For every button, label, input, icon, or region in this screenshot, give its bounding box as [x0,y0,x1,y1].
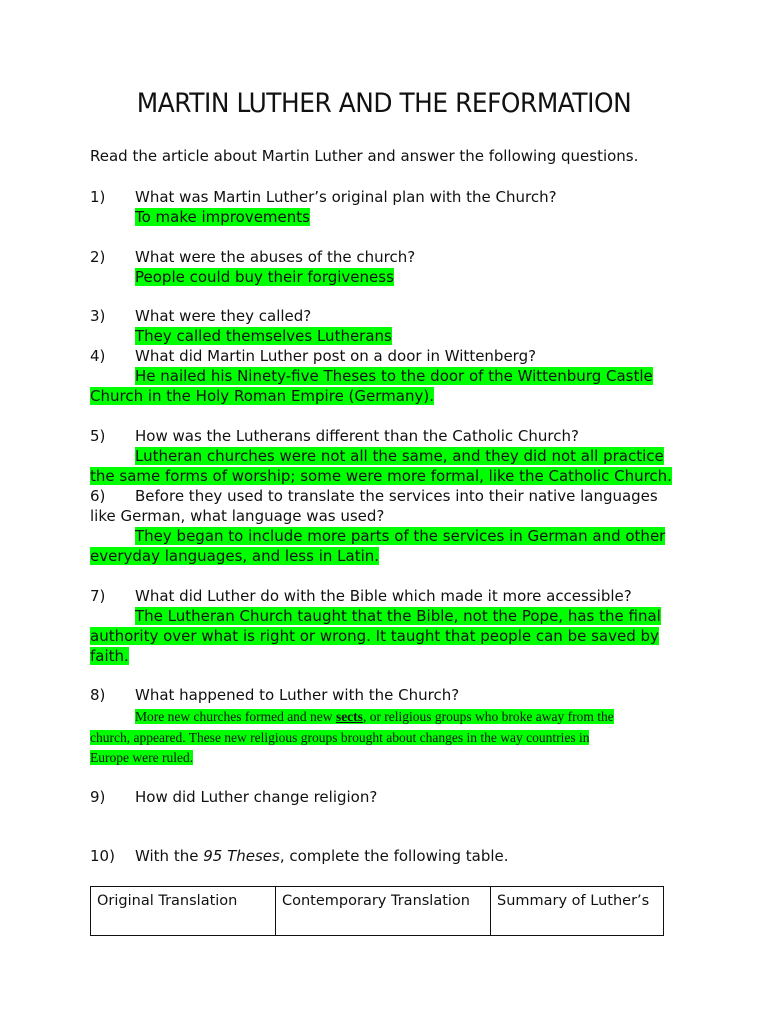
answer-text: the same forms of worship; some were more formal, like the Catholic Church. [90,467,672,485]
answer-text: They called themselves Lutherans [135,327,392,345]
question-text: What was Martin Luther’s original plan with the Church? [135,188,557,206]
question-text: What did Martin Luther post on a door in Wittenberg? [135,347,537,365]
table-header-row [91,887,664,936]
sects-term: sects [335,709,363,724]
question-text: What were they called? [135,307,312,325]
question-number: 6) [90,487,106,505]
question-number: 5) [90,427,106,445]
question-text-continued: like German, what language was used? [90,507,385,525]
page-title: MARTIN LUTHER AND THE REFORMATION [136,88,632,119]
answer-text: Church in the Holy Roman Empire (Germany). [90,387,434,405]
question-text: What were the abuses of the church? [135,248,416,266]
theses-table [90,886,664,936]
answer-text: The Lutheran Church taught that the Bible, not the Pope, has the final [135,607,661,625]
question-text: What happened to Luther with the Church? [135,686,460,704]
question-number: 7) [90,587,106,605]
answer-text: faith. [90,647,129,665]
answer-text: They began to include more parts of the services in German and other [135,527,666,545]
answer-text: To make improvements [135,208,310,226]
answer-text: Lutheran churches were not all the same, and they did not all practice [135,447,664,465]
answer-text: church, appeared. These new religious groups brought about changes in the way countries in [90,730,590,745]
instructions: Read the article about Martin Luther and answer the following questions. [90,147,639,165]
question-text: What did Luther do with the Bible which made it more accessible? [135,587,632,605]
answer-text: Europe were ruled. [90,750,194,765]
question-number: 3) [90,307,106,325]
question-number: 9) [90,788,106,806]
question-text: How was the Lutherans different than the Catholic Church? [135,427,579,445]
answer-text: More new churches formed and new sects, or religious groups who broke away from the [135,709,614,724]
question-text: How did Luther change religion? [135,788,378,806]
question-text: With the 95 Theses, complete the following table. [135,847,509,865]
table-header-cell: Summary of Luther’s [491,887,664,936]
question-number: 4) [90,347,106,365]
answer-text: everyday languages, and less in Latin. [90,547,380,565]
question-number: 1) [90,188,106,206]
answer-text: People could buy their forgiveness [135,268,394,286]
question-text: Before they used to translate the services into their native languages [135,487,658,505]
question-number: 10) [90,847,115,865]
table-header-cell: Original Translation [91,887,276,936]
question-number: 2) [90,248,106,266]
answer-text: authority over what is right or wrong. It taught that people can be saved by [90,627,659,645]
table-header-cell: Contemporary Translation [276,887,491,936]
question-number: 8) [90,686,106,704]
answer-text: He nailed his Ninety-five Theses to the door of the Wittenburg Castle [135,367,653,385]
